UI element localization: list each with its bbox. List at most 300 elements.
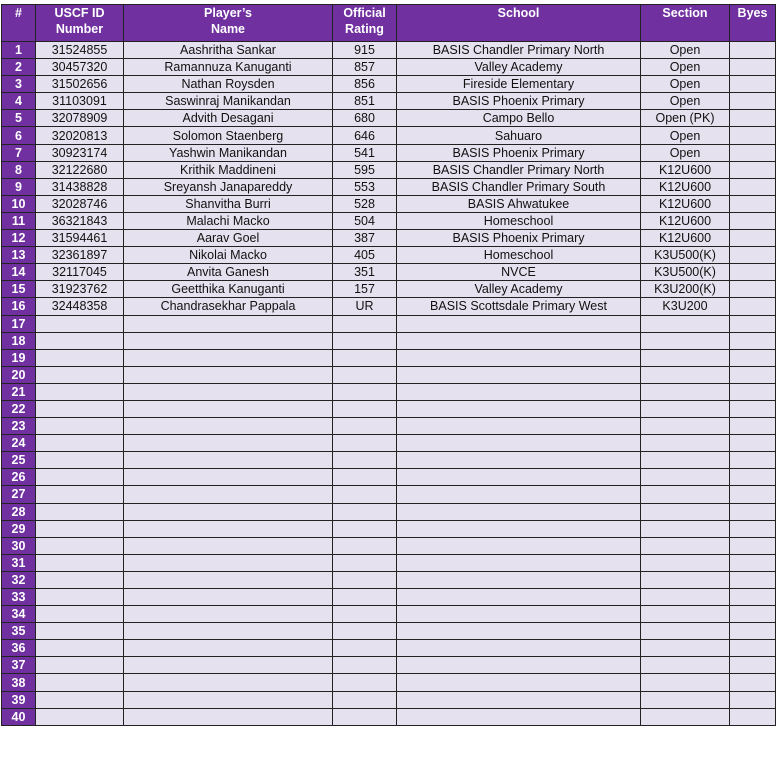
table-row	[2, 383, 776, 400]
player-name-cell: Chandrasekhar Pappala	[124, 298, 333, 315]
rating-cell	[333, 383, 397, 400]
uscf-id-cell: 32117045	[36, 264, 124, 281]
player-name-cell: Solomon Staenberg	[124, 127, 333, 144]
school-cell: BASIS Phoenix Primary	[397, 144, 641, 161]
byes-cell	[730, 59, 776, 76]
player-name-cell	[124, 520, 333, 537]
uscf-id-cell: 30923174	[36, 144, 124, 161]
rating-cell: 387	[333, 230, 397, 247]
row-number-cell: 17	[2, 315, 36, 332]
section-cell: K12U600	[641, 230, 730, 247]
row-number-cell: 34	[2, 606, 36, 623]
byes-cell	[730, 349, 776, 366]
player-name-cell: Aashritha Sankar	[124, 42, 333, 59]
header-school-label: School	[497, 6, 540, 20]
school-cell: Fireside Elementary	[397, 76, 641, 93]
row-number-cell: 13	[2, 247, 36, 264]
player-name-cell: Nikolai Macko	[124, 247, 333, 264]
school-cell: BASIS Scottsdale Primary West	[397, 298, 641, 315]
player-name-cell: Aarav Goel	[124, 230, 333, 247]
uscf-id-cell	[36, 691, 124, 708]
player-name-cell	[124, 315, 333, 332]
byes-cell	[730, 623, 776, 640]
byes-cell	[730, 537, 776, 554]
player-name-cell	[124, 674, 333, 691]
row-number-cell: 7	[2, 144, 36, 161]
section-cell: K3U500(K)	[641, 247, 730, 264]
table-row	[2, 486, 776, 503]
table-row	[2, 315, 776, 332]
row-number-cell: 12	[2, 230, 36, 247]
player-name-cell	[124, 623, 333, 640]
uscf-id-cell: 31923762	[36, 281, 124, 298]
player-name-cell	[124, 435, 333, 452]
section-cell	[641, 503, 730, 520]
byes-cell	[730, 554, 776, 571]
rating-cell: 157	[333, 281, 397, 298]
row-number-cell: 40	[2, 708, 36, 725]
school-cell	[397, 657, 641, 674]
header-section-label: Section	[662, 6, 708, 20]
school-cell	[397, 503, 641, 520]
byes-cell	[730, 708, 776, 725]
uscf-id-cell	[36, 520, 124, 537]
row-number-cell: 24	[2, 435, 36, 452]
row-number-cell: 20	[2, 366, 36, 383]
section-cell	[641, 691, 730, 708]
rating-cell	[333, 452, 397, 469]
school-cell	[397, 400, 641, 417]
player-roster-table	[1, 4, 776, 726]
uscf-id-cell	[36, 657, 124, 674]
uscf-id-cell	[36, 332, 124, 349]
row-number-cell: 2	[2, 59, 36, 76]
player-name-cell: Ramannuza Kanuganti	[124, 59, 333, 76]
table-row	[2, 589, 776, 606]
rating-cell	[333, 623, 397, 640]
rating-cell	[333, 691, 397, 708]
school-cell	[397, 606, 641, 623]
school-cell	[397, 383, 641, 400]
row-number-cell: 18	[2, 332, 36, 349]
table-row	[2, 144, 776, 161]
byes-cell	[730, 281, 776, 298]
section-cell	[641, 589, 730, 606]
byes-cell	[730, 366, 776, 383]
school-cell: NVCE	[397, 264, 641, 281]
byes-cell	[730, 674, 776, 691]
table-row	[2, 195, 776, 212]
section-cell	[641, 571, 730, 588]
header-name-line1: Player’s	[204, 6, 252, 20]
section-cell	[641, 383, 730, 400]
table-row	[2, 674, 776, 691]
rating-cell	[333, 366, 397, 383]
row-number-cell: 21	[2, 383, 36, 400]
table-row	[2, 554, 776, 571]
section-cell	[641, 537, 730, 554]
byes-cell	[730, 144, 776, 161]
row-number-cell: 8	[2, 161, 36, 178]
uscf-id-cell: 32122680	[36, 161, 124, 178]
section-cell	[641, 332, 730, 349]
row-number-cell: 4	[2, 93, 36, 110]
section-cell: K12U600	[641, 195, 730, 212]
row-number-cell: 27	[2, 486, 36, 503]
row-number-cell: 33	[2, 589, 36, 606]
byes-cell	[730, 230, 776, 247]
row-number-cell: 39	[2, 691, 36, 708]
byes-cell	[730, 657, 776, 674]
row-number-cell: 31	[2, 554, 36, 571]
section-cell: Open	[641, 59, 730, 76]
row-number-cell: 29	[2, 520, 36, 537]
player-name-cell	[124, 469, 333, 486]
header-rating-line2: Rating	[345, 22, 384, 36]
byes-cell	[730, 212, 776, 229]
byes-cell	[730, 298, 776, 315]
school-cell: BASIS Chandler Primary North	[397, 42, 641, 59]
table-row	[2, 178, 776, 195]
table-row	[2, 503, 776, 520]
byes-cell	[730, 589, 776, 606]
uscf-id-cell: 32448358	[36, 298, 124, 315]
row-number-cell: 15	[2, 281, 36, 298]
table-row	[2, 332, 776, 349]
byes-cell	[730, 76, 776, 93]
uscf-id-cell	[36, 708, 124, 725]
header-rating	[333, 5, 397, 42]
school-cell: Valley Academy	[397, 59, 641, 76]
player-name-cell	[124, 383, 333, 400]
header-uscf-id	[36, 5, 124, 42]
school-cell	[397, 708, 641, 725]
table-row	[2, 571, 776, 588]
uscf-id-cell	[36, 400, 124, 417]
uscf-id-cell	[36, 435, 124, 452]
uscf-id-cell	[36, 674, 124, 691]
school-cell	[397, 589, 641, 606]
byes-cell	[730, 469, 776, 486]
byes-cell	[730, 161, 776, 178]
uscf-id-cell	[36, 503, 124, 520]
player-name-cell	[124, 589, 333, 606]
byes-cell	[730, 486, 776, 503]
rating-cell	[333, 554, 397, 571]
row-number-cell: 25	[2, 452, 36, 469]
table-row	[2, 76, 776, 93]
uscf-id-cell: 31524855	[36, 42, 124, 59]
player-name-cell	[124, 349, 333, 366]
school-cell	[397, 554, 641, 571]
roster-body	[2, 42, 776, 726]
school-cell: Homeschool	[397, 247, 641, 264]
header-number-label: #	[15, 6, 22, 20]
section-cell: K3U200(K)	[641, 281, 730, 298]
section-cell	[641, 486, 730, 503]
rating-cell: 915	[333, 42, 397, 59]
section-cell	[641, 640, 730, 657]
player-name-cell	[124, 400, 333, 417]
rating-cell: 541	[333, 144, 397, 161]
rating-cell: 553	[333, 178, 397, 195]
section-cell: Open	[641, 127, 730, 144]
rating-cell	[333, 435, 397, 452]
player-name-cell	[124, 503, 333, 520]
school-cell	[397, 349, 641, 366]
rating-cell	[333, 486, 397, 503]
rating-cell	[333, 400, 397, 417]
uscf-id-cell	[36, 571, 124, 588]
table-row	[2, 366, 776, 383]
school-cell: BASIS Phoenix Primary	[397, 93, 641, 110]
section-cell	[641, 366, 730, 383]
uscf-id-cell	[36, 315, 124, 332]
row-number-cell: 35	[2, 623, 36, 640]
section-cell	[641, 657, 730, 674]
table-row	[2, 691, 776, 708]
section-cell	[641, 554, 730, 571]
table-row	[2, 537, 776, 554]
byes-cell	[730, 435, 776, 452]
table-row	[2, 640, 776, 657]
table-row	[2, 435, 776, 452]
table-row	[2, 212, 776, 229]
section-cell	[641, 400, 730, 417]
row-number-cell: 19	[2, 349, 36, 366]
byes-cell	[730, 264, 776, 281]
row-number-cell: 32	[2, 571, 36, 588]
table-row	[2, 298, 776, 315]
uscf-id-cell	[36, 452, 124, 469]
byes-cell	[730, 691, 776, 708]
rating-cell: 595	[333, 161, 397, 178]
row-number-cell: 14	[2, 264, 36, 281]
uscf-id-cell: 32020813	[36, 127, 124, 144]
byes-cell	[730, 247, 776, 264]
row-number-cell: 5	[2, 110, 36, 127]
uscf-id-cell	[36, 537, 124, 554]
rating-cell	[333, 503, 397, 520]
player-name-cell	[124, 657, 333, 674]
section-cell: K12U600	[641, 212, 730, 229]
header-number	[2, 5, 36, 42]
byes-cell	[730, 503, 776, 520]
player-name-cell: Shanvitha Burri	[124, 195, 333, 212]
header-rating-line1: Official	[343, 6, 386, 20]
rating-cell	[333, 708, 397, 725]
table-row	[2, 469, 776, 486]
header-byes-label: Byes	[737, 6, 768, 20]
table-row	[2, 110, 776, 127]
section-cell	[641, 520, 730, 537]
row-number-cell: 26	[2, 469, 36, 486]
school-cell	[397, 469, 641, 486]
rating-cell	[333, 469, 397, 486]
header-section	[641, 5, 730, 42]
school-cell	[397, 623, 641, 640]
row-number-cell: 36	[2, 640, 36, 657]
header-school	[397, 5, 641, 42]
uscf-id-cell	[36, 383, 124, 400]
section-cell	[641, 349, 730, 366]
byes-cell	[730, 418, 776, 435]
school-cell: BASIS Chandler Primary South	[397, 178, 641, 195]
byes-cell	[730, 42, 776, 59]
section-cell: Open	[641, 76, 730, 93]
player-name-cell: Krithik Maddineni	[124, 161, 333, 178]
uscf-id-cell	[36, 640, 124, 657]
byes-cell	[730, 383, 776, 400]
section-cell	[641, 315, 730, 332]
section-cell	[641, 452, 730, 469]
rating-cell	[333, 589, 397, 606]
school-cell: BASIS Phoenix Primary	[397, 230, 641, 247]
school-cell: Sahuaro	[397, 127, 641, 144]
byes-cell	[730, 93, 776, 110]
uscf-id-cell	[36, 554, 124, 571]
rating-cell: 856	[333, 76, 397, 93]
byes-cell	[730, 110, 776, 127]
player-name-cell	[124, 554, 333, 571]
table-row	[2, 264, 776, 281]
school-cell: Homeschool	[397, 212, 641, 229]
rating-cell: 680	[333, 110, 397, 127]
school-cell	[397, 640, 641, 657]
section-cell: Open (PK)	[641, 110, 730, 127]
uscf-id-cell: 31594461	[36, 230, 124, 247]
school-cell	[397, 520, 641, 537]
rating-cell	[333, 657, 397, 674]
uscf-id-cell	[36, 606, 124, 623]
section-cell: Open	[641, 93, 730, 110]
byes-cell	[730, 606, 776, 623]
table-row	[2, 247, 776, 264]
player-name-cell: Sreyansh Janapareddy	[124, 178, 333, 195]
header-row	[2, 5, 776, 42]
row-number-cell: 37	[2, 657, 36, 674]
table-row	[2, 623, 776, 640]
row-number-cell: 6	[2, 127, 36, 144]
school-cell: BASIS Ahwatukee	[397, 195, 641, 212]
school-cell	[397, 418, 641, 435]
uscf-id-cell	[36, 486, 124, 503]
header-player-name	[124, 5, 333, 42]
uscf-id-cell	[36, 366, 124, 383]
row-number-cell: 10	[2, 195, 36, 212]
player-name-cell	[124, 537, 333, 554]
row-number-cell: 3	[2, 76, 36, 93]
player-name-cell	[124, 691, 333, 708]
table-row	[2, 230, 776, 247]
school-cell: Campo Bello	[397, 110, 641, 127]
section-cell	[641, 708, 730, 725]
rating-cell	[333, 349, 397, 366]
section-cell: K3U500(K)	[641, 264, 730, 281]
uscf-id-cell	[36, 589, 124, 606]
byes-cell	[730, 178, 776, 195]
header-byes	[730, 5, 776, 42]
rating-cell: 405	[333, 247, 397, 264]
table-row	[2, 42, 776, 59]
header-uscf-line1: USCF ID	[54, 6, 105, 20]
uscf-id-cell: 36321843	[36, 212, 124, 229]
row-number-cell: 28	[2, 503, 36, 520]
school-cell	[397, 691, 641, 708]
rating-cell	[333, 537, 397, 554]
table-row	[2, 93, 776, 110]
player-name-cell	[124, 708, 333, 725]
byes-cell	[730, 400, 776, 417]
uscf-id-cell	[36, 623, 124, 640]
player-name-cell	[124, 606, 333, 623]
uscf-id-cell: 32028746	[36, 195, 124, 212]
row-number-cell: 1	[2, 42, 36, 59]
school-cell	[397, 452, 641, 469]
table-row	[2, 418, 776, 435]
school-cell	[397, 571, 641, 588]
section-cell	[641, 435, 730, 452]
player-name-cell: Advith Desagani	[124, 110, 333, 127]
rating-cell: 528	[333, 195, 397, 212]
uscf-id-cell: 31438828	[36, 178, 124, 195]
table-row	[2, 452, 776, 469]
byes-cell	[730, 640, 776, 657]
row-number-cell: 30	[2, 537, 36, 554]
rating-cell: 851	[333, 93, 397, 110]
rating-cell	[333, 606, 397, 623]
player-name-cell: Yashwin Manikandan	[124, 144, 333, 161]
player-name-cell	[124, 418, 333, 435]
player-name-cell	[124, 640, 333, 657]
section-cell: K12U600	[641, 178, 730, 195]
rating-cell: UR	[333, 298, 397, 315]
rating-cell	[333, 571, 397, 588]
byes-cell	[730, 571, 776, 588]
row-number-cell: 22	[2, 400, 36, 417]
player-name-cell: Anvita Ganesh	[124, 264, 333, 281]
table-row	[2, 127, 776, 144]
rating-cell	[333, 520, 397, 537]
school-cell	[397, 537, 641, 554]
table-row	[2, 708, 776, 725]
section-cell	[641, 606, 730, 623]
table-row	[2, 400, 776, 417]
byes-cell	[730, 127, 776, 144]
section-cell: K12U600	[641, 161, 730, 178]
player-name-cell	[124, 486, 333, 503]
uscf-id-cell	[36, 349, 124, 366]
rating-cell	[333, 315, 397, 332]
table-row	[2, 281, 776, 298]
school-cell: Valley Academy	[397, 281, 641, 298]
row-number-cell: 9	[2, 178, 36, 195]
rating-cell	[333, 418, 397, 435]
byes-cell	[730, 315, 776, 332]
school-cell	[397, 315, 641, 332]
section-cell	[641, 469, 730, 486]
byes-cell	[730, 332, 776, 349]
section-cell	[641, 623, 730, 640]
player-name-cell	[124, 332, 333, 349]
rating-cell: 351	[333, 264, 397, 281]
school-cell	[397, 486, 641, 503]
section-cell: Open	[641, 144, 730, 161]
school-cell	[397, 435, 641, 452]
rating-cell: 504	[333, 212, 397, 229]
uscf-id-cell: 30457320	[36, 59, 124, 76]
player-name-cell: Nathan Roysden	[124, 76, 333, 93]
